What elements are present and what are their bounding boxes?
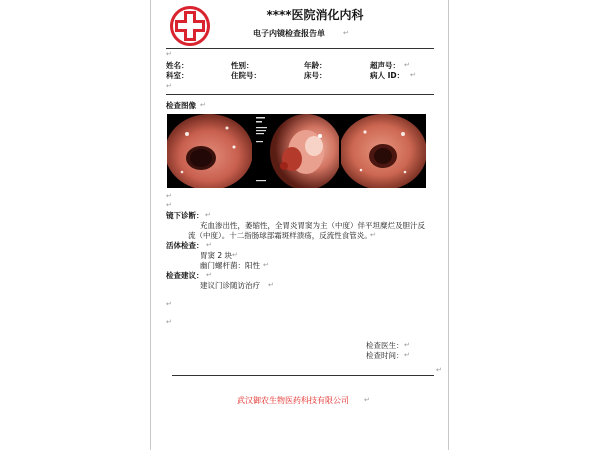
endoscopy-image-3 (341, 114, 426, 188)
department-label: 科室： (166, 71, 189, 80)
paragraph-mark: ↵ (343, 29, 349, 37)
paragraph-mark: ↵ (370, 231, 376, 239)
biopsy-line-1: 胃窦 2 块 (200, 251, 233, 260)
images-section-label: 检查图像 (166, 101, 196, 110)
endoscopy-image-1 (167, 114, 252, 188)
gender-label: 性别： (231, 61, 254, 70)
info-rule (166, 94, 434, 95)
paragraph-mark: ↵ (268, 281, 274, 289)
diagnosis-line-2: 流（中度）。十二指肠球部霜斑样溃疡，反流性食管炎。 (188, 231, 372, 240)
left-margin-guide (150, 0, 151, 450)
endoscopy-image-2 (254, 114, 339, 188)
paragraph-mark: ↵ (166, 82, 172, 90)
paragraph-mark: ↵ (205, 211, 211, 219)
age-label: 年龄： (304, 61, 327, 70)
patient-id-label: 病人 ID： (370, 71, 405, 80)
diagnosis-label: 镜下诊断： (166, 211, 204, 220)
paragraph-mark: ↵ (436, 366, 442, 374)
header-rule (166, 48, 434, 49)
paragraph-mark: ↵ (166, 192, 172, 200)
advice-label: 检查建议： (166, 271, 204, 280)
paragraph-mark: ↵ (166, 318, 172, 326)
paragraph-mark: ↵ (410, 71, 416, 79)
report-title: 电子内镜检查报告单 (253, 29, 325, 38)
paragraph-mark: ↵ (166, 201, 172, 209)
paragraph-mark: ↵ (404, 61, 410, 69)
biopsy-label: 活体检查： (166, 241, 204, 250)
ultrasound-number-label: 超声号： (370, 61, 400, 70)
paragraph-mark: ↵ (263, 261, 269, 269)
bed-number-label: 床号： (304, 71, 327, 80)
endoscopy-image-strip (167, 114, 426, 188)
footer-company: 武汉御农生物医药科技有限公司 (237, 396, 349, 405)
hospital-title: ****医院消化内科 (266, 8, 364, 22)
paragraph-mark: ↵ (200, 101, 206, 109)
biopsy-line-2: 幽门螺杆菌：阳性 (200, 261, 260, 270)
doctor-label: 检查医生： (366, 341, 404, 350)
inpatient-number-label: 住院号： (231, 71, 261, 80)
paragraph-mark: ↵ (166, 300, 172, 308)
paragraph-mark: ↵ (404, 341, 410, 349)
exam-time-label: 检查时间： (366, 351, 404, 360)
diagnosis-line-1: 充血渗出性，萎缩性，全胃炎胃窦为主（中度）伴平坦糜烂及胆汁反 (200, 221, 425, 230)
right-margin-guide (448, 0, 449, 450)
paragraph-mark: ↵ (166, 50, 172, 58)
paragraph-mark: ↵ (364, 396, 370, 404)
paragraph-mark: ↵ (206, 271, 212, 279)
paragraph-mark: ↵ (206, 241, 212, 249)
paragraph-mark: ↵ (404, 351, 410, 359)
advice-text: 建议门诊随访治疗 (200, 281, 260, 290)
footer-rule (172, 375, 434, 376)
name-label: 姓名： (166, 61, 189, 70)
paragraph-mark: ↵ (232, 251, 238, 259)
